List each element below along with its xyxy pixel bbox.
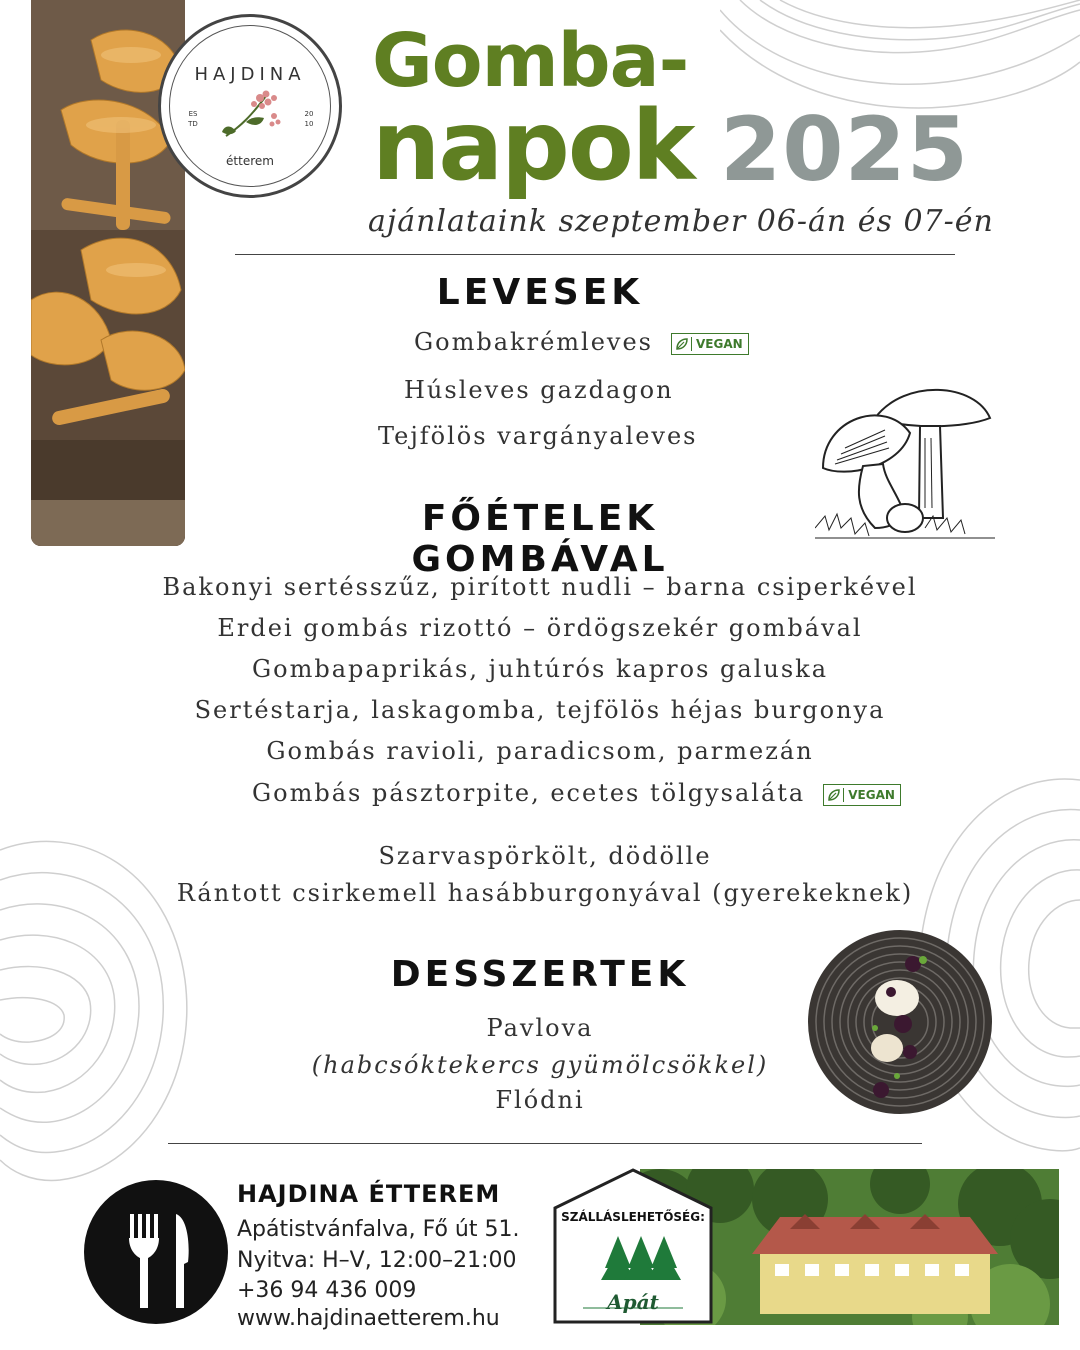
footer-website[interactable]: www.hajdinaetterem.hu bbox=[237, 1306, 500, 1331]
title-subtitle: ajánlataink szeptember 06-án és 07-én bbox=[368, 204, 994, 239]
lodging-label: SZÁLLÁSLEHETŐSÉG: bbox=[561, 1210, 705, 1224]
footer-address: Apátistvánfalva, Fő út 51. bbox=[237, 1217, 520, 1242]
hajdina-logo bbox=[158, 14, 342, 198]
logo-name: HAJDINA bbox=[194, 64, 306, 85]
soup-item-1 bbox=[414, 328, 749, 356]
vegan-badge bbox=[823, 784, 901, 806]
dessert-item-1: Pavlova bbox=[486, 1014, 594, 1042]
extra-item-1: Szarvaspörkölt, dödölle bbox=[378, 842, 712, 870]
cutlery-icon bbox=[84, 1180, 228, 1324]
footer-phone: +36 94 436 009 bbox=[237, 1278, 417, 1303]
dessert-item-2: (habcsóktekercs gyümölcsökkel) bbox=[311, 1051, 769, 1079]
leaf-icon bbox=[827, 788, 844, 802]
lodging-brand: Apát bbox=[607, 1290, 659, 1314]
title-year: 2025 bbox=[720, 98, 969, 201]
soup-item-2: Húsleves gazdagon bbox=[404, 376, 674, 404]
logo-subtitle: étterem bbox=[226, 154, 274, 168]
dessert-plate-photo bbox=[805, 928, 995, 1116]
dessert-item-3: Flódni bbox=[495, 1086, 585, 1114]
main-item-3: Gombapaprikás, juhtúrós kapros galuska bbox=[251, 655, 829, 683]
vegan-badge-label: VEGAN bbox=[848, 787, 895, 802]
logo-est-left: ES bbox=[188, 110, 198, 118]
extra-item-2: Rántott csirkemell hasábburgonyával (gyerekeknek) bbox=[176, 879, 914, 907]
footer-hours: Nyitva: H–V, 12:00–21:00 bbox=[237, 1248, 517, 1273]
vegan-badge-label: VEGAN bbox=[695, 336, 743, 351]
title-divider bbox=[235, 254, 955, 255]
logo-est-right2: 10 bbox=[304, 120, 314, 128]
main-item-4: Sertéstarja, laskagomba, tejfölös héjas burgonya bbox=[194, 696, 886, 724]
logo-est-left2: TD bbox=[188, 120, 198, 128]
vegan-badge bbox=[671, 333, 749, 355]
main-item-6-label: Gombás pásztorpite, ecetes tölgysaláta bbox=[252, 779, 806, 807]
logo-est-right: 20 bbox=[304, 110, 314, 118]
buckwheat-flower-icon bbox=[216, 86, 286, 148]
main-item-5: Gombás ravioli, paradicsom, parmezán bbox=[266, 737, 814, 765]
mains-heading: FŐÉTELEK GOMBÁVAL bbox=[411, 498, 669, 580]
main-item-1: Bakonyi sertésszűz, pirított nudli – barna csiperkével bbox=[162, 573, 918, 601]
footer-restaurant-name: HAJDINA ÉTTEREM bbox=[237, 1180, 501, 1208]
title-line1: Gomba- bbox=[372, 18, 689, 104]
soups-heading: LEVESEK bbox=[436, 272, 644, 313]
desserts-heading: DESSZERTEK bbox=[390, 954, 690, 995]
main-item-2: Erdei gombás rizottó – ördögszekér gombával bbox=[217, 614, 863, 642]
soup-item-3: Tejfölös vargányaleves bbox=[378, 422, 698, 450]
leaf-icon bbox=[675, 337, 692, 351]
mushroom-illustration bbox=[815, 378, 995, 546]
title-line2: napok bbox=[372, 90, 694, 202]
main-item-6 bbox=[252, 779, 901, 807]
footer-divider bbox=[168, 1143, 922, 1144]
soup-item-1-label: Gombakrémleves bbox=[414, 328, 653, 356]
